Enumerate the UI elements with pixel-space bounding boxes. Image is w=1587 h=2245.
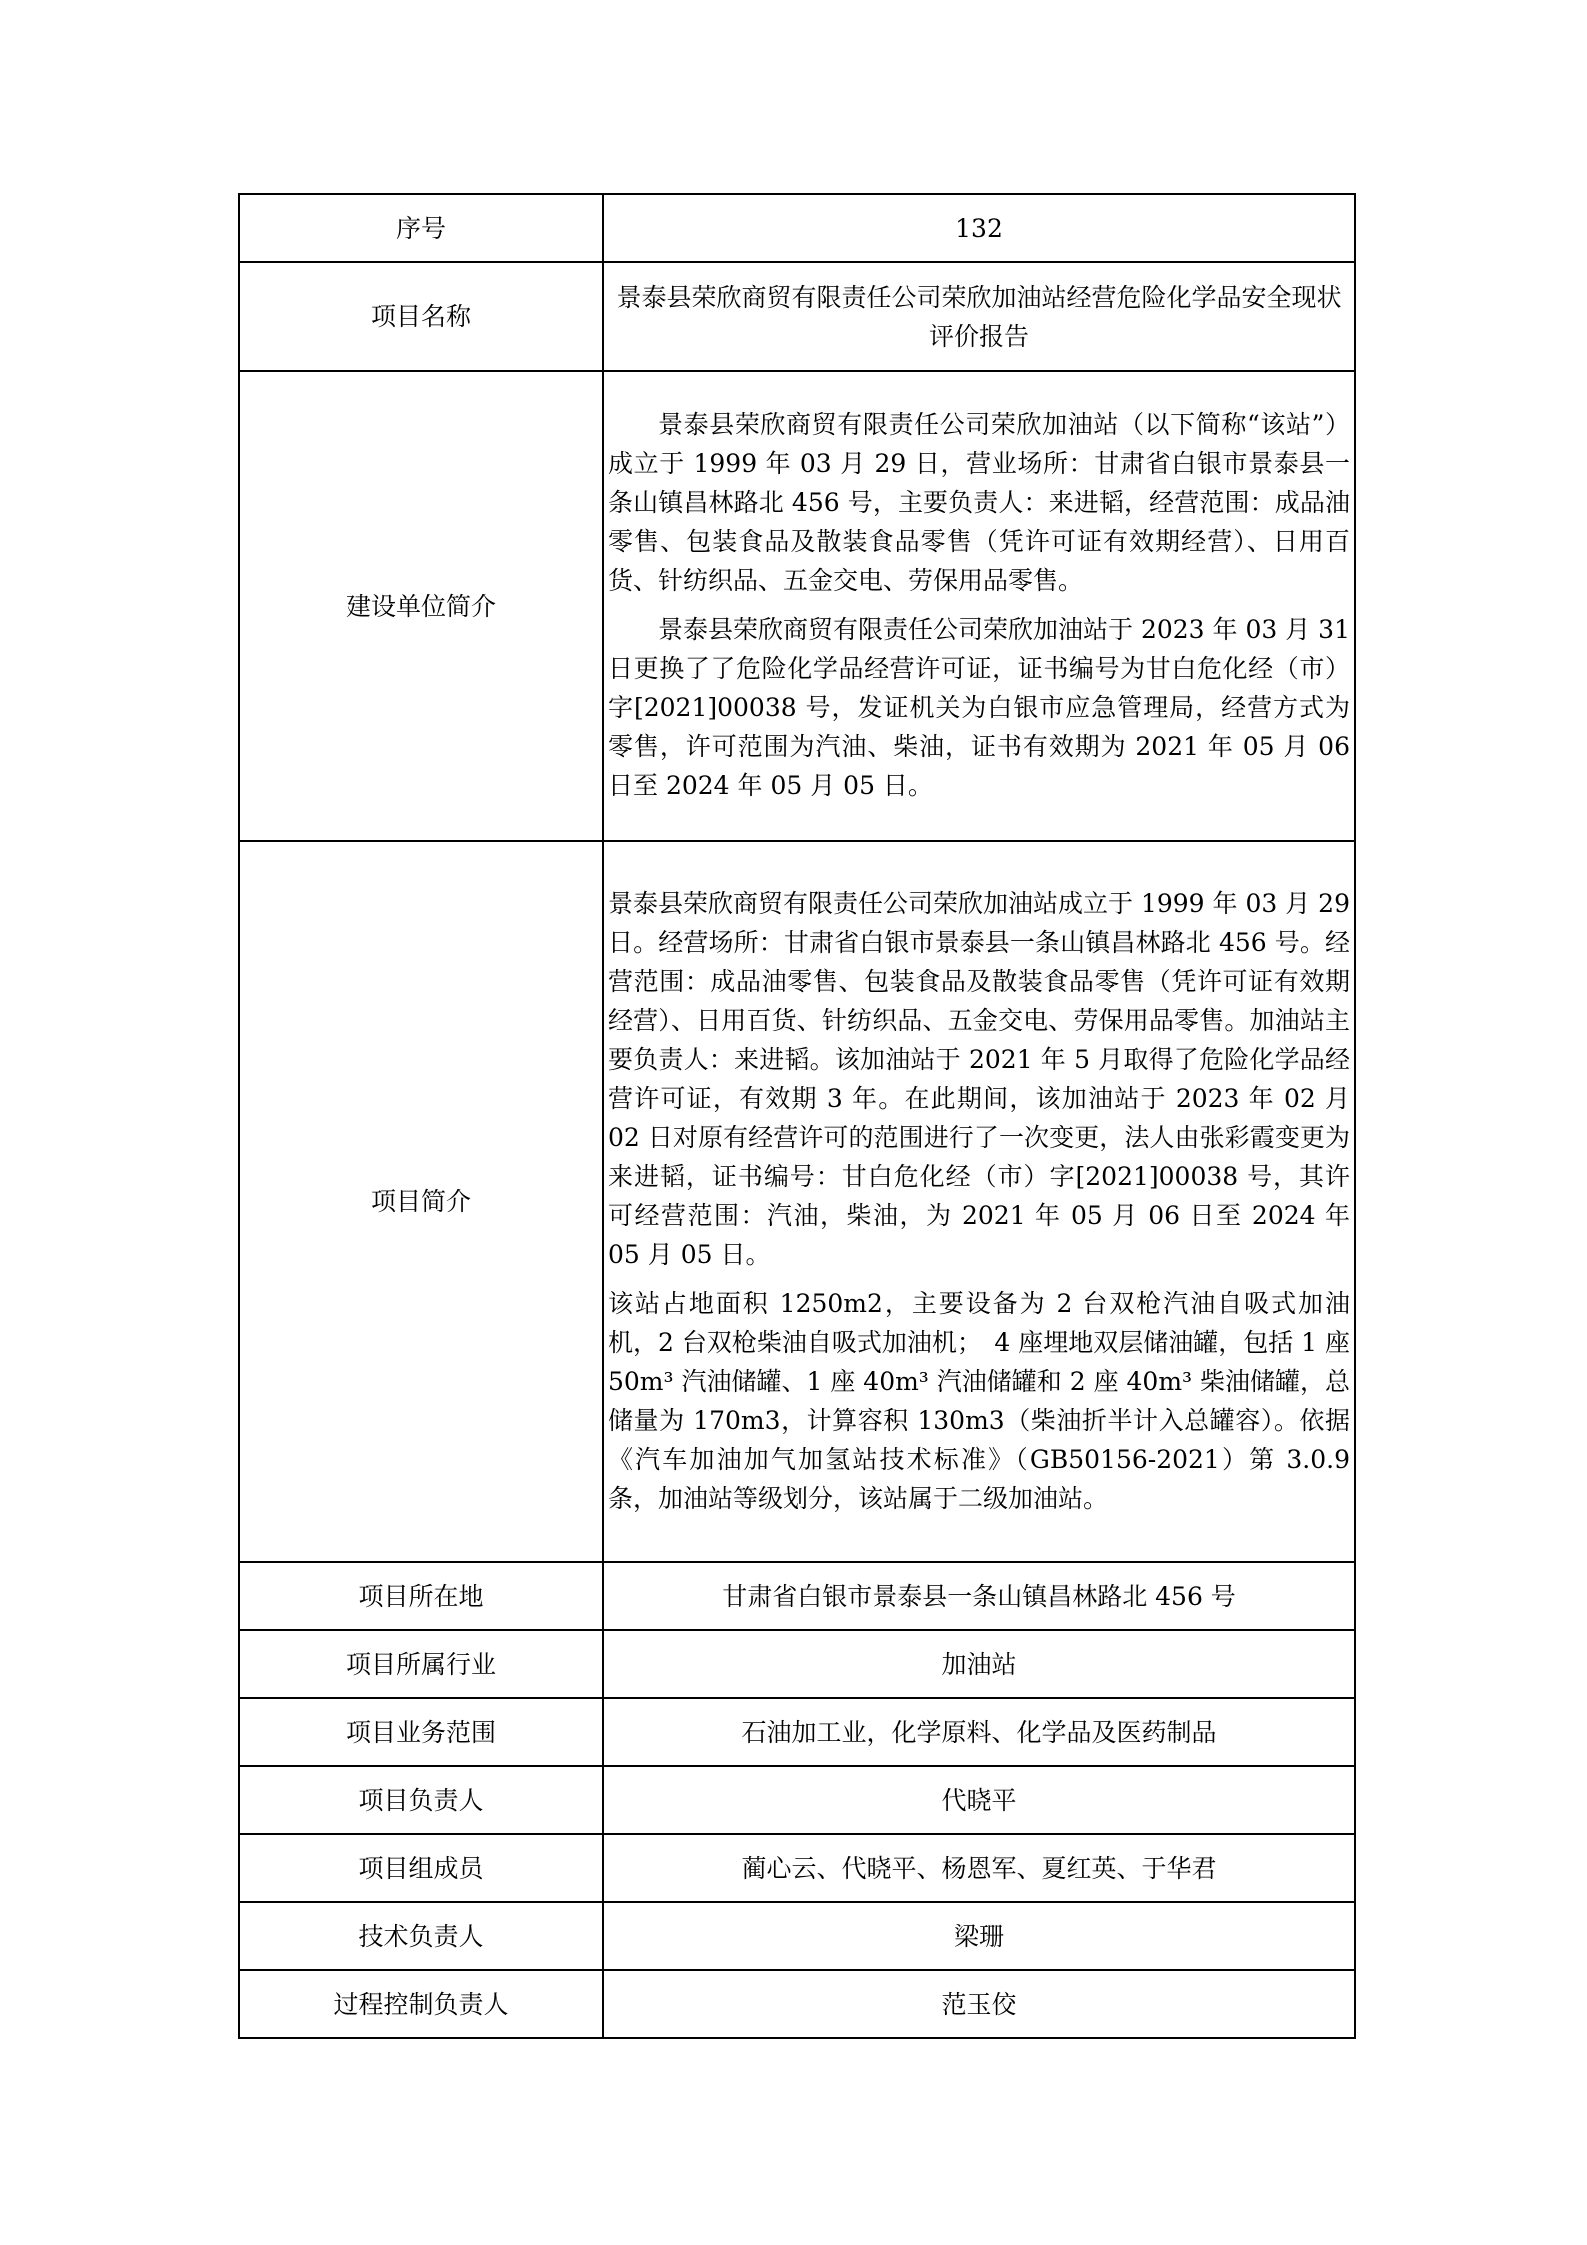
- company-intro-value: [603, 371, 1355, 841]
- business-scope-label: 项目业务范围: [239, 1698, 603, 1766]
- table-row-project-industry: [239, 1630, 1355, 1698]
- table-row-project-location: [239, 1562, 1355, 1630]
- serial-number-value: 132: [603, 194, 1355, 262]
- project-intro-label: 项目简介: [239, 841, 603, 1562]
- technical-leader-label: 技术负责人: [239, 1902, 603, 1970]
- project-name-value: 景泰县荣欣商贸有限责任公司荣欣加油站经营危险化学品安全现状评价报告: [603, 262, 1355, 371]
- project-intro-paragraph: 景泰县荣欣商贸有限责任公司荣欣加油站成立于 1999 年 03 月 29 日。经营场所：甘肃省白银市景泰县一条山镇昌林路北 456 号。经营范围：成品油零售、包装食品及散装食品零售（凭许可证有效期经营）、日用百货、针纺织品、五金交电、劳保用品零售。加油站主要负责人：来进韬。该加油站于 2021 年 5 月取得了危险化学品经营许可证，有效期 3 年。在此期间，该加油站于 2023 年 02 月 02 日对原有经营许可的范围进行了一次变更，法人由张彩霞变更为来进韬，证书编号：甘白危化经（市）字[2021]00038 号，其许可经营范围：汽油，柴油，为 2021 年 05 月 06 日至 2024 年 05 月 05 日。: [608, 888, 1350, 1269]
- company-intro-paragraph: 景泰县荣欣商贸有限责任公司荣欣加油站（以下简称“该站”）成立于 1999 年 03 月 29 日，营业场所：甘肃省白银市景泰县一条山镇昌林路北 456 号，主要负责人：来进韬，经营范围：成品油零售、包装食品及散装食品零售（凭许可证有效期经营）、日用百货、针纺织品、五金交电、劳保用品零售。: [608, 410, 1350, 595]
- table-row-team-members: [239, 1834, 1355, 1902]
- company-intro-label: 建设单位简介: [239, 371, 603, 841]
- project-info-table: [238, 193, 1356, 2039]
- process-control-leader-label: 过程控制负责人: [239, 1970, 603, 2038]
- project-name-label: 项目名称: [239, 262, 603, 371]
- team-members-value: 蔺心云、代晓平、杨恩军、夏红英、于华君: [603, 1834, 1355, 1902]
- table-row-technical-leader: [239, 1902, 1355, 1970]
- project-industry-label: 项目所属行业: [239, 1630, 603, 1698]
- team-members-label: 项目组成员: [239, 1834, 603, 1902]
- project-leader-value: 代晓平: [603, 1766, 1355, 1834]
- table-row-serial-number: [239, 194, 1355, 262]
- serial-number-label: 序号: [239, 194, 603, 262]
- table-row-business-scope: [239, 1698, 1355, 1766]
- table-row-company-intro: [239, 371, 1355, 841]
- table-row-project-leader: [239, 1766, 1355, 1834]
- project-industry-value: 加油站: [603, 1630, 1355, 1698]
- company-intro-paragraph: 景泰县荣欣商贸有限责任公司荣欣加油站于 2023 年 03 月 31 日更换了了危险化学品经营许可证，证书编号为甘白危化经（市）字[2021]00038 号，发证机关为白银市应急管理局，经营方式为零售，许可范围为汽油、柴油，证书有效期为 2021 年 05 月 06 日至 2024 年 05 月 05 日。: [608, 615, 1350, 800]
- table-row-project-name: [239, 262, 1355, 371]
- project-leader-label: 项目负责人: [239, 1766, 603, 1834]
- technical-leader-value: 梁珊: [603, 1902, 1355, 1970]
- project-intro-value: [603, 841, 1355, 1562]
- project-intro-paragraph: 该站占地面积 1250m2，主要设备为 2 台双枪汽油自吸式加油机，2 台双枪柴油自吸式加油机； 4 座埋地双层储油罐，包括 1 座 50m³ 汽油储罐、1 座 40m³ 汽油储罐和 2 座 40m³ 柴油储罐，总储量为 170m3，计算容积 130m3（柴油折半计入总罐容）。依据《汽车加油加气加氢站技术标准》（GB50156-2021）第 3.0.9 条，加油站等级划分，该站属于二级加油站。: [608, 1288, 1351, 1513]
- business-scope-value: 石油加工业，化学原料、化学品及医药制品: [603, 1698, 1355, 1766]
- process-control-leader-value: 范玉佼: [603, 1970, 1355, 2038]
- table-row-process-control-leader: [239, 1970, 1355, 2038]
- project-location-label: 项目所在地: [239, 1562, 603, 1630]
- project-location-value: 甘肃省白银市景泰县一条山镇昌林路北 456 号: [603, 1562, 1355, 1630]
- table-row-project-intro: [239, 841, 1355, 1562]
